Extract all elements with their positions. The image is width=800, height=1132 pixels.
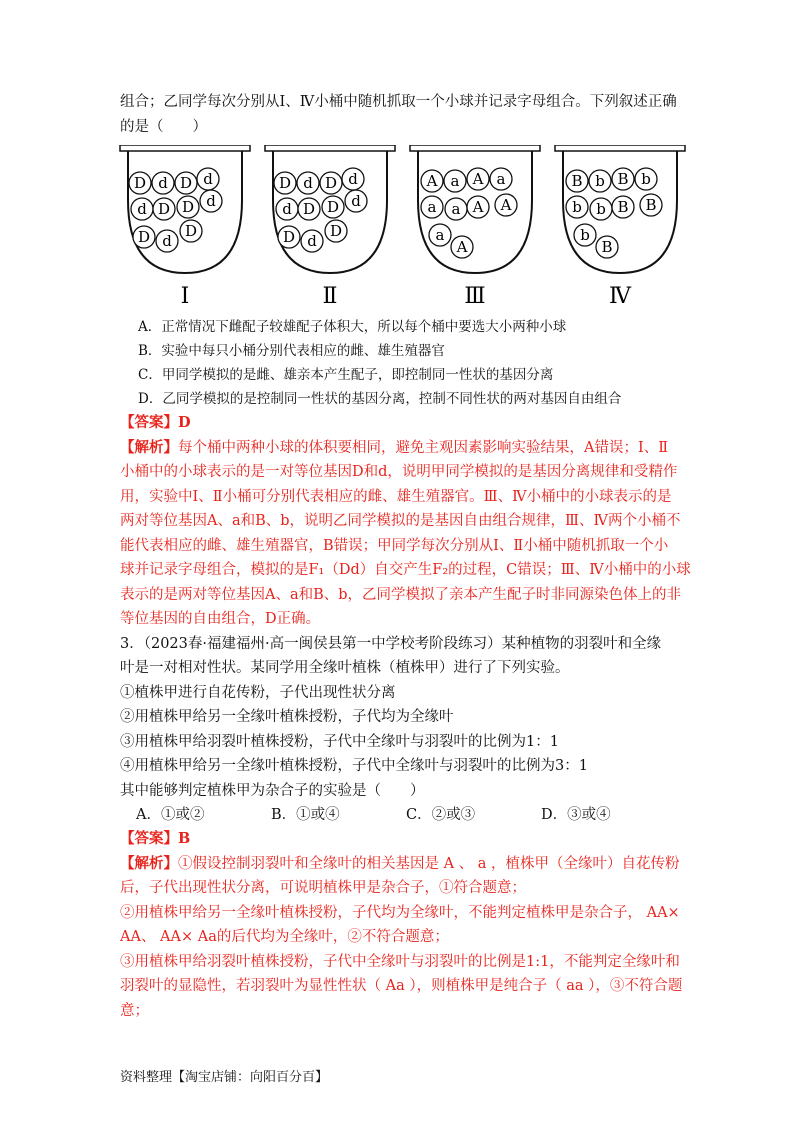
analysis-line: 表示的是两对等位基因A、a和B、b，乙同学模拟了亲本产生配子时非同源染色体上的非	[120, 586, 682, 603]
analysis-label: 【解析】	[120, 854, 178, 872]
q3-answer	[120, 827, 690, 852]
choice-d: D．③或④	[541, 807, 611, 823]
q3-stem	[120, 632, 690, 804]
bucket-label: Ⅰ	[180, 284, 190, 309]
ball-letter: D	[133, 174, 147, 192]
ball-letter: D	[179, 174, 193, 192]
analysis-line: ①假设控制羽裂叶和全缘叶的相关基因是 A 、 a ，植株甲（全缘叶）自花传粉	[178, 855, 680, 872]
q2-answer	[120, 411, 690, 436]
analysis-line: ③用植株甲给羽裂叶植株授粉，子代中全缘叶与羽裂叶的比例是1:1，不能判定全缘叶和	[120, 953, 680, 970]
ball-letter: a	[451, 200, 461, 218]
footer-note: 资料整理【淘宝店铺：向阳百分百】	[120, 1070, 329, 1085]
analysis-line: AA、 AA× Aa的后代均为全缘叶，②不符合题意；	[120, 929, 449, 945]
choice-a: A．①或②	[136, 807, 205, 823]
analysis-line: ②用植株甲给另一全缘叶植株授粉，子代均为全缘叶，不能判定植株甲是杂合子， AA×	[120, 904, 680, 921]
ball-letter: a	[450, 172, 460, 190]
q3-stem-line: 3．（2023春·福建福州·高一闽侯县第一中学校考阶段练习）某种植物的羽裂叶和全缘	[120, 635, 662, 652]
ball-letter: A	[500, 196, 512, 214]
bucket	[410, 145, 540, 309]
bucket-label: Ⅲ	[464, 284, 486, 309]
bucket-label: Ⅱ	[322, 284, 338, 309]
option-d: D．乙同学模拟的是控制同一性状的基因分离，控制不同性状的两对基因自由组合	[138, 391, 622, 407]
answer-label: 【答案】	[120, 414, 178, 431]
q3-stem-line: 叶是一对相对性状。某同学用全缘叶植株（植株甲）进行了下列实验。	[120, 660, 570, 676]
q2-analysis	[120, 436, 690, 632]
option-c: C．甲同学模拟的是雌、雄亲本产生配子，即控制同一性状的基因分离	[138, 367, 554, 383]
choice-b: B．①或④	[271, 807, 340, 823]
ball-letter: d	[351, 192, 361, 210]
ball-letter: d	[162, 232, 172, 250]
ball-letter: D	[329, 222, 343, 240]
ball-letter: A	[472, 198, 484, 216]
q3-stem-line: ④用植株甲给另一全缘叶植株授粉，子代中全缘叶与羽裂叶的比例为3：1	[120, 758, 588, 774]
ball-letter: D	[324, 174, 338, 192]
ball-letter: a	[427, 198, 437, 216]
q3-analysis	[120, 852, 690, 1024]
ball-letter: b	[641, 170, 651, 188]
analysis-line: 小桶中的小球表示的是一对等位基因D和d，说明甲同学模拟的是基因分离规律和受精作	[120, 464, 678, 480]
analysis-line: 羽裂叶的显隐性，若羽裂叶为显性性状（ Aa ），则植株甲是纯合子（ aa ），③不符合题	[120, 978, 683, 994]
ball-letter: B	[617, 170, 629, 188]
q3-stem-line: ②用植株甲给另一全缘叶植株授粉，子代均为全缘叶	[120, 709, 454, 725]
ball-letter: B	[601, 238, 613, 256]
ball-letter: D	[157, 200, 171, 218]
ball-letter: b	[572, 198, 582, 216]
choice-c: C．②或③	[406, 807, 476, 823]
ball-letter: d	[348, 170, 358, 188]
ball-letter: D	[302, 200, 316, 218]
ball-letter: D	[278, 174, 292, 192]
q3-stem-line: ③用植株甲给羽裂叶植株授粉，子代中全缘叶与羽裂叶的比例为1：1	[120, 733, 559, 750]
analysis-line: 用，实验中Ⅰ、Ⅱ小桶可分别代表相应的雌、雄生殖器官。Ⅲ、Ⅳ小桶中的小球表示的是	[120, 488, 672, 505]
q3-choices	[120, 803, 690, 827]
ball-letter: d	[137, 200, 147, 218]
ball-letter: b	[596, 200, 606, 218]
ball-letter: A	[426, 172, 438, 190]
q2-intro-line-1: 组合；乙同学每次分别从Ⅰ、Ⅳ小桶中随机抓取一个小球并记录字母组合。下列叙述正确	[120, 94, 677, 110]
document-page	[120, 90, 690, 1023]
ball-letter: d	[307, 232, 317, 250]
ball-letter: a	[435, 226, 445, 244]
analysis-line: 每个桶中两种小球的体积要相同，避免主观因素影响实验结果，A错误；Ⅰ、Ⅱ	[178, 439, 669, 456]
bucket	[265, 145, 395, 309]
q3-stem-line: 其中能够判定植株甲为杂合子的实验是（ ）	[120, 782, 425, 799]
bucket-label: Ⅳ	[609, 284, 631, 309]
answer-value: D	[178, 414, 191, 431]
ball-letter: b	[595, 172, 605, 190]
analysis-line: 球并记录字母组合，模拟的是F₁（Dd）自交产生F₂的过程，C错误；Ⅲ、Ⅳ小桶中的小球	[120, 562, 691, 578]
option-b: B．实验中每只小桶分别代表相应的雌、雄生殖器官	[138, 343, 445, 359]
bucket	[120, 145, 250, 309]
bucket-figure	[120, 139, 690, 315]
ball-letter: B	[645, 196, 657, 214]
analysis-line: 意；	[120, 1002, 149, 1019]
ball-letter: b	[580, 226, 590, 244]
analysis-line: 等位基因的自由组合，D正确。	[120, 611, 321, 627]
ball-letter: D	[282, 228, 296, 246]
ball-letter: D	[326, 198, 340, 216]
ball-letter: D	[184, 222, 198, 240]
ball-letter: d	[303, 174, 313, 192]
option-a: A．正常情况下雌配子较雄配子体积大，所以每个桶中要选大小两种小球	[138, 319, 567, 335]
answer-value: B	[178, 830, 191, 847]
ball-letter: D	[137, 228, 151, 246]
ball-letter: A	[472, 170, 484, 188]
ball-letter: d	[158, 174, 168, 192]
bucket-diagram	[116, 145, 696, 315]
q2-intro-line-2: 的是（ ）	[120, 118, 207, 135]
ball-letter: B	[617, 198, 629, 216]
ball-letter: a	[496, 170, 506, 188]
q3-stem-line: ①植株甲进行自花传粉，子代出现性状分离	[120, 684, 396, 701]
ball-letter: d	[282, 200, 292, 218]
ball-letter: d	[206, 192, 216, 210]
ball-letter: d	[203, 170, 213, 188]
ball-letter: B	[571, 172, 583, 190]
ball-letter: A	[456, 238, 468, 256]
analysis-line: 两对等位基因A、a和B、b，说明乙同学模拟的是基因自由组合规律，Ⅲ、Ⅳ两个小桶不	[120, 513, 681, 529]
analysis-line: 后，子代出现性状分离，可说明植株甲是杂合子，①符合题意；	[120, 880, 526, 896]
analysis-line: 能代表相应的雌、雄生殖器官，B错误；甲同学每次分别从Ⅰ、Ⅱ小桶中随机抓取一个小	[120, 537, 669, 554]
analysis-label: 【解析】	[120, 438, 178, 456]
ball-letter: D	[181, 198, 195, 216]
bucket	[555, 145, 685, 309]
answer-label: 【答案】	[120, 830, 178, 847]
